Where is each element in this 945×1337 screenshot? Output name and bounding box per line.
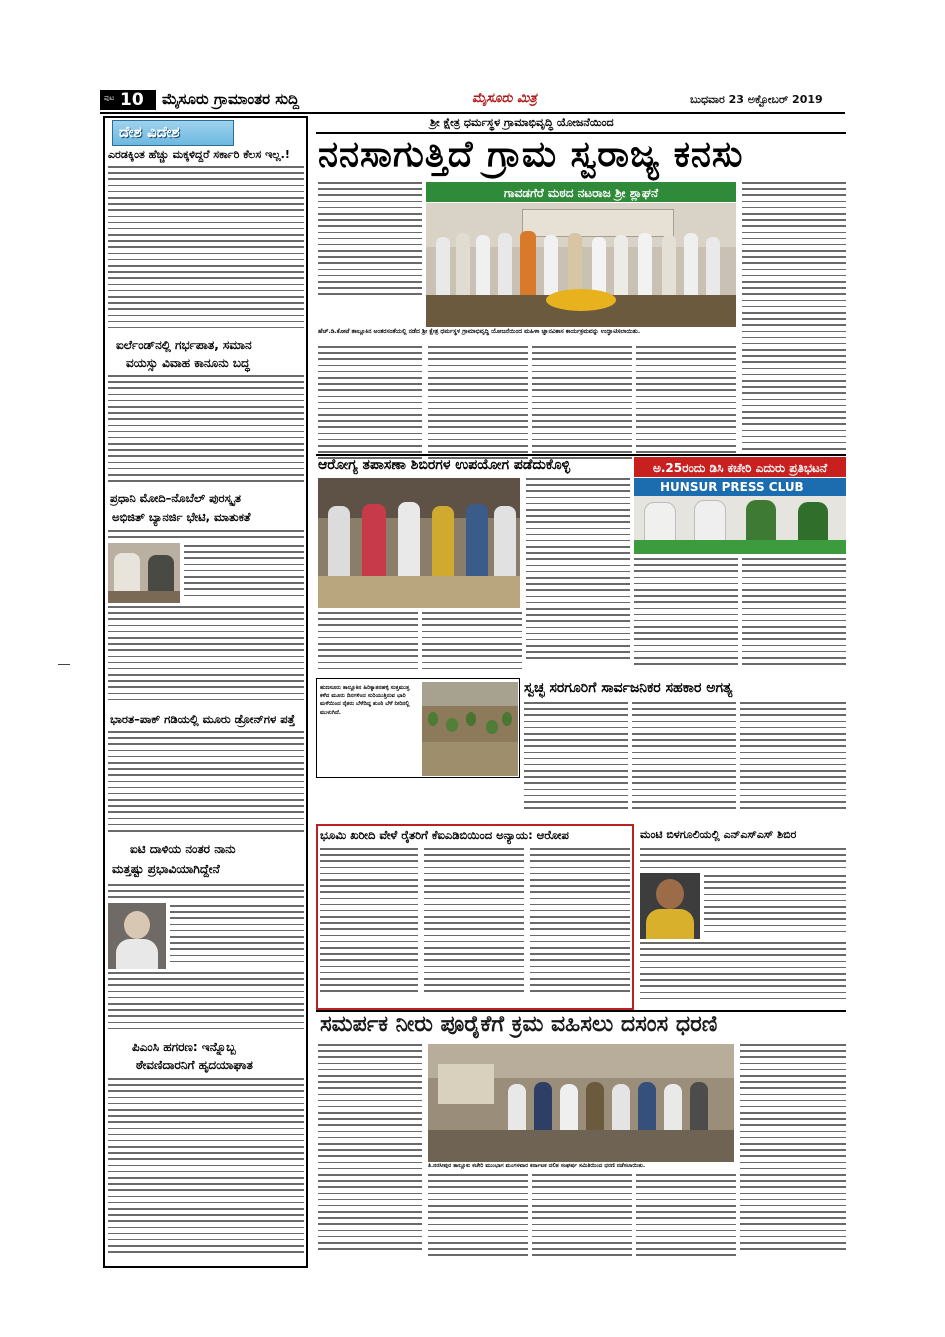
left-story-4-text [108, 731, 304, 841]
lead-kicker: ಶ್ರೀ ಕ್ಷೇತ್ರ ಧರ್ಮಸ್ಥಳ ಗ್ರಾಮಾಭಿವೃದ್ಧಿ ಯೋಜನೆಯಿಂದ [430, 116, 614, 129]
land-headline: ಭೂಮಿ ಖರೀದಿ ವೇಳೆ ರೈತರಿಗೆ ಕೆಐಎಡಿಬಿಯಿಂದ ಅನ್ಯಾಯ: ಆರೋಪ [320, 828, 569, 842]
water-text-col-3 [532, 1174, 632, 1264]
crop-damage-photo [422, 682, 518, 776]
left-story-5-headline-line2: ಮತ್ತಷ್ಟು ಪ್ರಭಾವಿಯಾಗಿದ್ದೇನೆ [112, 862, 220, 876]
left-story-6-text [108, 1078, 304, 1264]
lead-event-photo [426, 203, 736, 327]
masthead [100, 88, 845, 112]
health-camp-photo [318, 478, 520, 608]
water-text-col-1 [318, 1044, 422, 1264]
lead-headline: ನನಸಾಗುತ್ತಿದೆ ಗ್ರಾಮ ಸ್ವರಾಜ್ಯ ಕನಸು [318, 134, 744, 175]
modi-banerjee-photo [108, 543, 180, 603]
land-text-col-2 [424, 848, 524, 1006]
water-text-col-4 [636, 1174, 736, 1264]
crop-damage-caption: ಹುಣಸೂರು ತಾಲ್ಲೂಕಿನ ಹಿರಿಕ್ಯಾತನಹಳ್ಳಿ ಸುತ್ತಮುತ್ತ ಕಳೆದ ಮೂರು ದಿನಗಳಿಂದ ಸುರಿಯುತ್ತಿರುವ ಭಾರಿ ಮಳೆಯಿಂದ ರೈತರು ಬೆಳೆದಿದ್ದ ಶುಂಠಿ ಬೆಳೆ ನೀರಿನಲ್ಲಿ ಮುಳುಗಿದೆ. [320, 685, 410, 716]
desha-videsha-banner [112, 120, 234, 146]
press-club-banner-text: HUNSUR PRESS CLUB [660, 480, 804, 494]
lead-text-col-1 [318, 182, 422, 304]
page-number-badge [100, 90, 156, 110]
health-text-right [526, 478, 630, 676]
left-story-6-headline-line2: ಠೇವಣಿದಾರನಿಗೆ ಹೃದಯಾಘಾತ [136, 1058, 253, 1072]
protest-text-col-1 [634, 558, 738, 676]
left-story-6-headline-line1: ಪಿಎಂಸಿ ಹಗರಣ: ಇನ್ನೊಬ್ಬ [132, 1040, 236, 1054]
issue-date: ಬುಧವಾರ 23 ಅಕ್ಟೋಬರ್ 2019 [690, 93, 823, 106]
left-story-1-headline: ಎರಡಕ್ಕಿಂತ ಹೆಚ್ಚು ಮಕ್ಕಳಿದ್ದರೆ ಸರ್ಕಾರಿ ಕೆಲಸ ಇಲ್ಲ.! [108, 148, 290, 161]
lead-banner [426, 182, 736, 202]
protest-headline-bar [634, 457, 846, 477]
left-story-3-text [108, 606, 304, 710]
left-story-3-headline-line1: ಪ್ರಧಾನಿ ಮೋದಿ–ನೊಬೆಲ್ ಪುರಸ್ಕೃತ [110, 491, 242, 505]
protest-text-col-2 [742, 558, 846, 676]
left-story-2-text [108, 375, 304, 491]
water-headline: ಸಮರ್ಪಕ ನೀರು ಪೂರೈಕೆಗೆ ಕ್ರಮ ವಹಿಸಲು ದಸಂಸ ಧರಣಿ [320, 1012, 718, 1037]
masthead-rule [100, 112, 845, 114]
left-story-2-headline-line1: ಐರ್ಲೆಂಡ್‌ನಲ್ಲಿ ಗರ್ಭಪಾತ, ಸಮಾನ [116, 338, 252, 352]
page-number: 10 [120, 90, 144, 110]
margin-mark [58, 664, 70, 665]
land-text-col-3 [530, 848, 630, 1006]
lead-bottom-rule [316, 454, 846, 456]
camp-text-right [704, 875, 846, 937]
it-raid-person-photo [108, 903, 166, 969]
left-story-5-text-right [170, 905, 304, 969]
left-story-4-headline: ಭಾರತ–ಪಾಕ್ ಗಡಿಯಲ್ಲಿ ಮೂರು ಡ್ರೋನ್‌ಗಳ ಪತ್ತೆ [110, 712, 296, 726]
desha-videsha-title: ದೇಶ ವಿದೇಶ [119, 123, 180, 141]
health-headline: ಆರೋಗ್ಯ ತಪಾಸಣಾ ಶಿಬಿರಗಳ ಉಪಯೋಗ ಪಡೆದುಕೊಳ್ಳಿ [318, 457, 571, 473]
water-protest-photo [428, 1044, 734, 1162]
camp-headline: ಮಂಟಿ ಬಿಳಗೂಲಿಯಲ್ಲಿ ಎನ್‌ಎಸ್‌ಎಸ್ ಶಿಬಿರ [640, 828, 797, 841]
camp-text-top [640, 848, 846, 872]
left-story-5-intro [108, 884, 304, 902]
protest-headline: ಅ.25ರಂದು ಡಿಸಿ ಕಚೇರಿ ಎದುರು ಪ್ರತಿಭಟನೆ [652, 461, 828, 475]
cleanliness-text-col-2 [632, 702, 736, 822]
land-text-col-1 [320, 848, 418, 1006]
camp-text-bottom [640, 942, 846, 1008]
paper-name: ಮೈಸೂರು ಮಿತ್ರ [472, 91, 537, 106]
water-text-col-5 [740, 1044, 846, 1264]
lead-text-row-col-2 [428, 346, 528, 470]
left-story-3-headline-line2: ಅಭಿಜಿತ್ ಬ್ಯಾನರ್ಜಿ ಭೇಟಿ, ಮಾತುಕತೆ [112, 510, 251, 524]
lead-banner-text: ಗಾವಡಗೆರೆ ಮಠದ ನಟರಾಜ ಶ್ರೀ ಶ್ಲಾಘನೆ [503, 186, 659, 200]
camp-person-photo [640, 873, 700, 939]
health-text-col-2 [422, 612, 522, 676]
left-story-2-headline-line2: ವಯಸ್ಸು ವಿವಾಹ ಕಾನೂನು ಬದ್ಧ [126, 356, 250, 370]
page-label: ಪುಟ [104, 94, 115, 102]
left-story-3-intro [108, 530, 304, 542]
cleanliness-headline: ಸ್ವಚ್ಛ ಸರಗೂರಿಗೆ ಸಾರ್ವಜನಿಕರ ಸಹಕಾರ ಅಗತ್ಯ [524, 680, 733, 696]
left-story-5-text [108, 972, 304, 1038]
lead-text-right-col [742, 182, 846, 470]
lead-text-row-col-3 [532, 346, 632, 470]
lead-text-row-col-4 [636, 346, 736, 470]
cleanliness-text-col-1 [524, 702, 628, 822]
water-photo-caption: ತಿ.ನರಸೀಪುರ ತಾಲ್ಲೂಕು ಕಚೇರಿ ಮುಂಭಾಗ ಮಂಗಳವಾರ ಕರ್ನಾಟಕ ದಲಿತ ಸಂಘರ್ಷ ಸಮಿತಿಯಿಂದ ಧರಣಿ ನಡೆಸಲಾಯಿತು. [428, 1163, 646, 1169]
left-story-3-text-right [184, 545, 304, 603]
left-story-5-headline-line1: ಐಟಿ ದಾಳಿಯ ನಂತರ ನಾನು [130, 842, 236, 856]
cleanliness-text-col-3 [740, 702, 846, 822]
lead-text-row-col-1 [318, 346, 422, 470]
water-text-col-2 [428, 1174, 528, 1264]
section-title: ಮೈಸೂರು ಗ್ರಾಮಾಂತರ ಸುದ್ದಿ [162, 90, 300, 108]
lead-photo-caption: ಹೆಚ್.ಡಿ.ಕೋಟೆ ತಾಲ್ಲೂಕಿನ ಅಂತರಸಂತೆಯಲ್ಲಿ ನಡೆದ ಶ್ರೀ ಕ್ಷೇತ್ರ ಧರ್ಮಸ್ಥಳ ಗ್ರಾಮಾಭಿವೃದ್ಧಿ ಯೋಜನೆಯಿಂದ ಮಹಿಳಾ ಜ್ಞಾನವಿಕಾಸ ಕಾರ್ಯಕ್ರಮವನ್ನು ಉದ್ಘಾಟಿಸಲಾಯಿತು. [318, 328, 641, 335]
protest-press-photo [634, 478, 846, 554]
health-text-col-1 [318, 612, 418, 676]
left-story-1-text [108, 166, 304, 338]
